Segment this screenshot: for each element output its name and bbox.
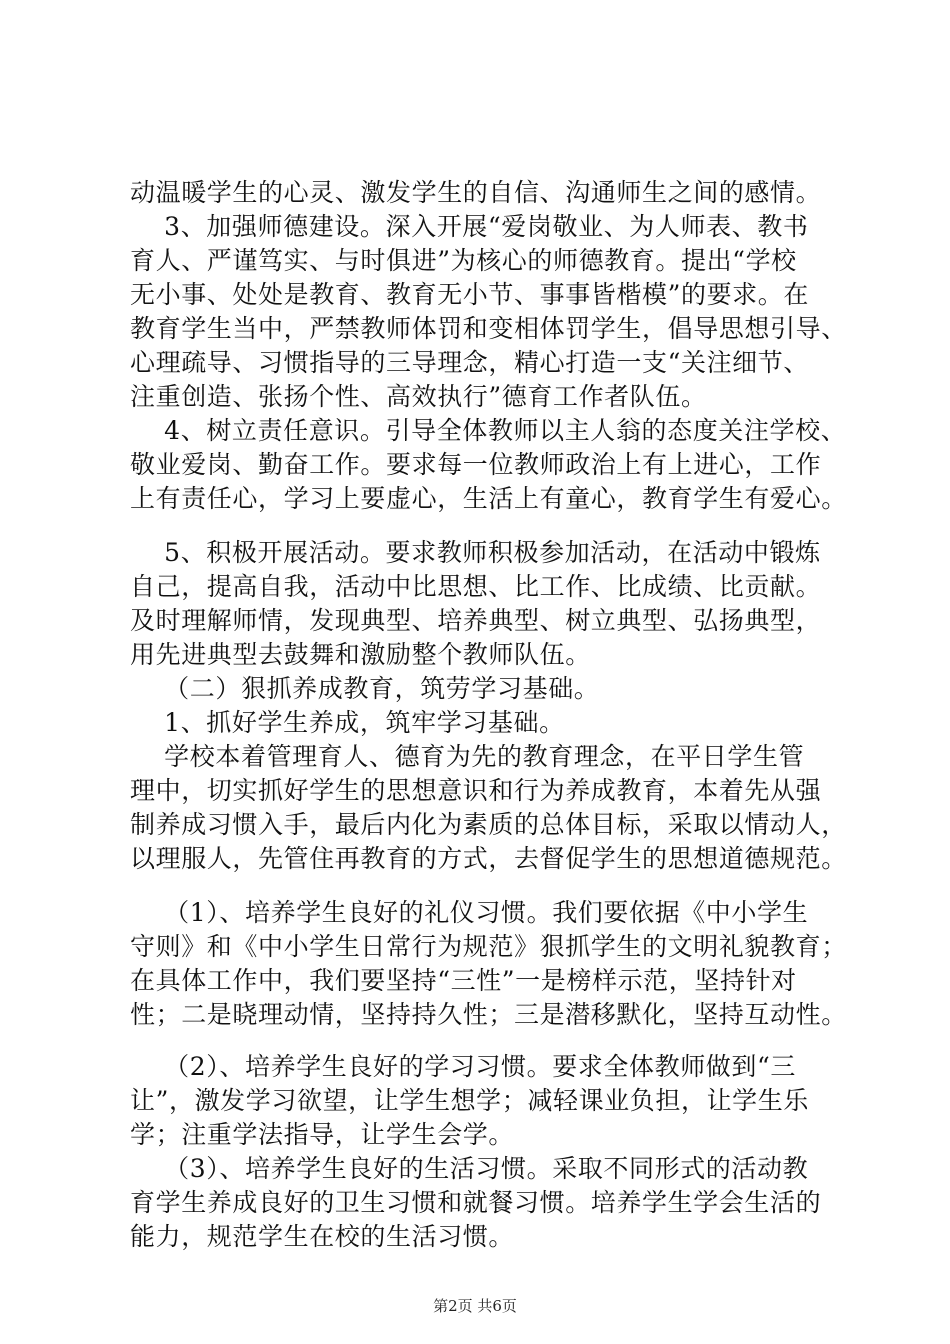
text-line: 制养成习惯入手，最后内化为素质的总体目标，采取以情动人，	[130, 810, 847, 839]
text-line: 学；注重学法指导，让学生会学。	[130, 1120, 515, 1149]
text-line: 上有责任心，学习上要虚心，生活上有童心，教育学生有爱心。	[130, 484, 847, 513]
text-line: 心理疏导、习惯指导的三导理念，精心打造一支“关注细节、	[130, 348, 809, 377]
text-line: 无小事、处处是教育、教育无小节、事事皆楷模”的要求。在	[130, 280, 809, 309]
text-line: 育人、严谨笃实、与时俱进”为核心的师德教育。提出“学校	[130, 246, 797, 275]
text-line: 敬业爱岗、勤奋工作。要求每一位教师政治上有上进心，工作	[130, 450, 822, 479]
text-line: 以理服人，先管住再教育的方式，去督促学生的思想道德规范。	[130, 844, 847, 873]
text-line: 用先进典型去鼓舞和激励整个教师队伍。	[130, 640, 591, 669]
text-line: 注重创造、张扬个性、高效执行”德育工作者队伍。	[130, 382, 707, 411]
page-number-footer: 第2页 共6页	[433, 1297, 517, 1315]
text-line: 5、积极开展活动。要求教师积极参加活动，在活动中锻炼	[130, 538, 821, 567]
text-line: 动温暖学生的心灵、激发学生的自信、沟通师生之间的感情。	[130, 178, 822, 207]
text-line: 及时理解师情，发现典型、培养典型、树立典型、弘扬典型，	[130, 606, 822, 635]
section-heading: （二）狠抓养成教育，筑劳学习基础。	[130, 674, 600, 703]
text-line: 自己，提高自我，活动中比思想、比工作、比成绩、比贡献。	[130, 572, 822, 601]
text-line: （2）、培养学生良好的学习习惯。要求全体教师做到“三	[130, 1052, 796, 1081]
text-line: 让”，激发学习欲望，让学生想学；减轻课业负担，让学生乐	[130, 1086, 809, 1115]
subsection-heading: 1、抓好学生养成，筑牢学习基础。	[130, 708, 565, 737]
text-line: 学校本着管理育人、德育为先的教育理念，在平日学生管	[130, 742, 805, 771]
text-line: 教育学生当中，严禁教师体罚和变相体罚学生，倡导思想引导、	[130, 314, 847, 343]
text-line: 3、加强师德建设。深入开展“爱岗敬业、为人师表、教书	[130, 212, 809, 241]
text-line: （1）、培养学生良好的礼仪习惯。我们要依据《中小学生	[130, 898, 809, 927]
text-line: 育学生养成良好的卫生习惯和就餐习惯。培养学生学会生活的	[130, 1188, 822, 1217]
text-line: （3）、培养学生良好的生活习惯。采取不同形式的活动教	[130, 1154, 809, 1183]
text-line: 能力，规范学生在校的生活习惯。	[130, 1222, 515, 1251]
text-line: 在具体工作中，我们要坚持“三性”一是榜样示范，坚持针对	[130, 966, 797, 995]
text-line: 性；二是晓理动情，坚持持久性；三是潜移默化，坚持互动性。	[130, 1000, 847, 1029]
text-line: 理中，切实抓好学生的思想意识和行为养成教育，本着先从强	[130, 776, 822, 805]
text-line: 守则》和《中小学生日常行为规范》狠抓学生的文明礼貌教育；	[130, 932, 847, 961]
text-line: 4、树立责任意识。引导全体教师以主人翁的态度关注学校、	[130, 416, 847, 445]
